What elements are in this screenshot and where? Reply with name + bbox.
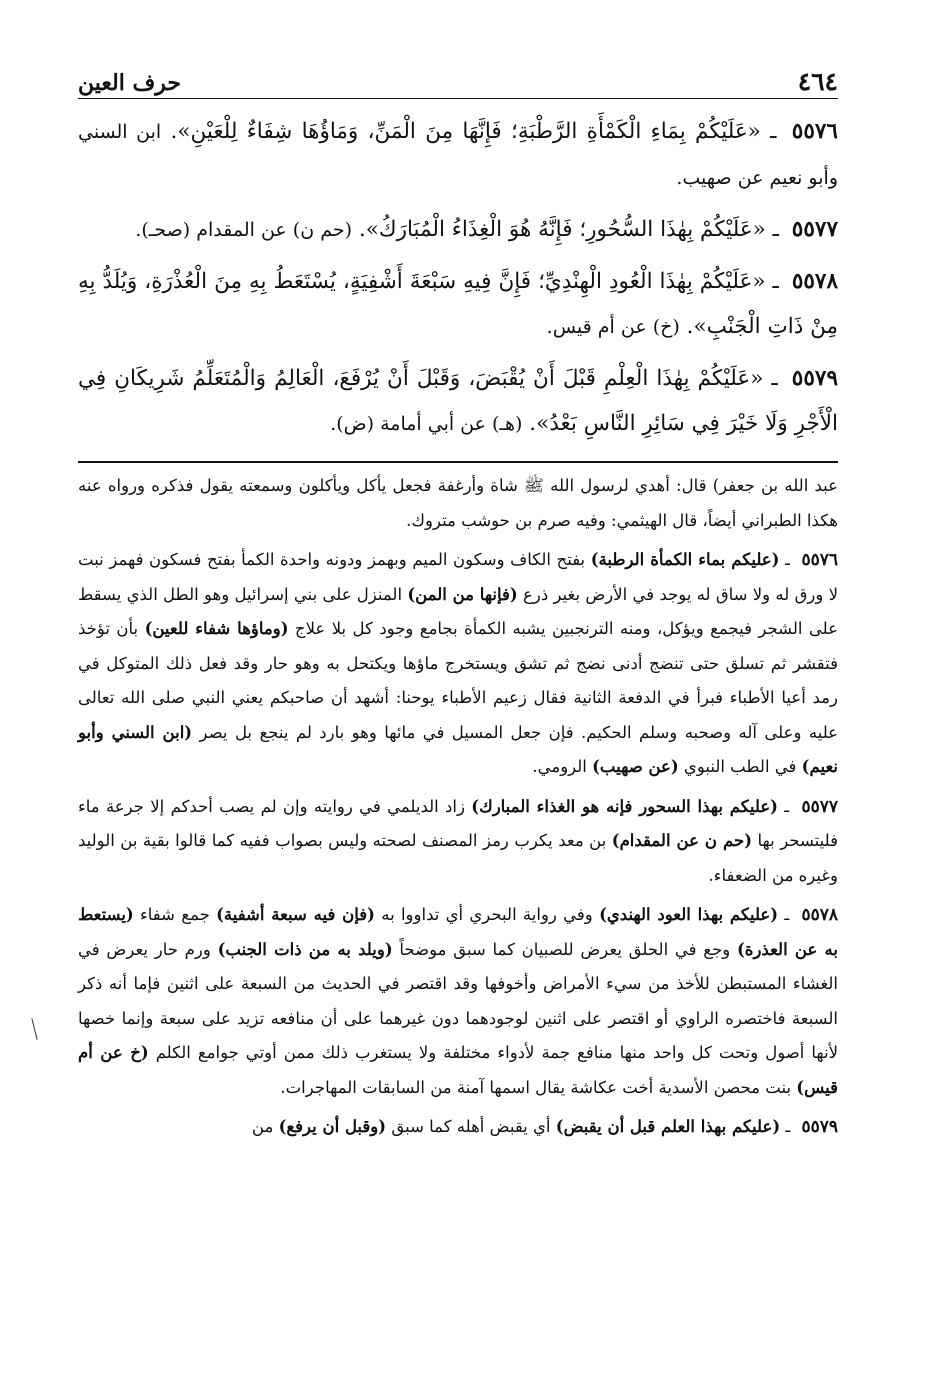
quoted-phrase: (ويلد به من ذات الجنب) [217,939,393,959]
page-header [78,56,838,99]
note-number: ٥٥٧٧ [801,796,838,817]
note-text: وجع في الحلق يعرض للصبيان كما سبق موضحاً [392,939,737,959]
hadith-text: «عَلَيْكُمْ بِهٰذَا الْعِلْمِ قَبْلَ أَنْ يُقْبَضَ، وَقَبْلَ أَنْ يُرْفَعَ، الْعَالِمُ وَالْمُتَعَلِّمُ شَرِيكَانِ فِي الْأَجْرِ وَلَا خَيْرَ فِي سَائِرِ النَّاسِ بَعْدُ». [78,366,838,436]
note-text: من [251,1117,279,1136]
note-number: ٥٥٧٦ [801,550,838,570]
quoted-phrase: (عليكم بماء الكمأة الرطبة) [590,550,780,569]
quoted-phrase: (عليكم بهذا العود الهندي) [599,905,779,924]
hadith-number: ٥٥٧٧ [791,217,838,242]
scan-mark [31,1018,37,1040]
hadith-text: «عَلَيْكُمْ بِمَاءِ الْكَمْأَةِ الرَّطْبَةِ؛ فَإِنَّهَا مِنَ الْمَنِّ، وَمَاؤُهَا شِفَاءٌ لِلْعَيْنِ». [170,119,761,144]
note-text: جمع شفاء [133,905,217,924]
chapter-title: حرف العين [78,70,182,96]
note-5579: ٥٥٧٩ ـ (عليكم بهذا العلم قبل أن يقبض) أي يقبض أهله كما سبق (وقبل أن يرفع) من [251,1117,838,1137]
note-text: بن معد يكرب رمز المصنف لصحته وليس بصواب ففيه كما قالوا بقية بن الوليد وغيره من الضعفاء. [78,831,838,885]
hadith-5578: ٥٥٧٨ ـ «عَلَيْكُمْ بِهٰذَا الْعُودِ الْهِنْدِيِّ؛ فَإِنَّ فِيهِ سَبْعَةَ أَشْفِيَةٍ، يُسْتَعَطُ بِهِ مِنَ الْعُذْرَةِ، وَيُلَدُّ بِهِ مِنْ ذَاتِ الْجَنْبِ». (خ) عن أم قيس. [78,269,839,339]
note-text: ورم حار يعرض في الغشاء المستبطن للأخذ من سيء الأمراض وأخوفها وقد اقتصر في الحديث من السبعة على اثنين فإما أنه ذكر السبعة فاختصره الراوي أو اقتصر على اثنين لوجودهما دون غيرهما على أن منافعه تزيد على سبعة وإنما خصها لأنها أصول وتحت كل واحد منها منافع جمة لأدواء مختلفة ولا يستغرب ذلك ممن أوتي جوامع الكلم [78,939,838,1062]
quoted-phrase: (يستعط به عن العذرة) [78,905,838,959]
note-5577: ٥٥٧٧ ـ (عليكم بهذا السحور فإنه هو الغذاء المبارك) زاد الديلمي في روايته وإن لم يصب أحدكم إلا جرعة ماء فليتسحر بها (حم ن عن المقدام) بن معد يكرب رمز المصنف لصحته وليس بصواب ففيه كما قالوا بقية بن الوليد وغيره من الضعفاء. [78,796,838,885]
quoted-phrase: (ابن السني وأبو نعيم) [78,722,838,776]
note-text: بفتح الكاف وسكون الميم وبهمز ودونه واحدة الكمأ بفتح فسكون فهمز نبت لا ورق له ولا ساق له يوجد في الأرض بغير ذرع [78,550,838,604]
note-number: ٥٥٧٨ [801,905,838,925]
note-5576: ٥٥٧٦ ـ (عليكم بماء الكمأة الرطبة) بفتح الكاف وسكون الميم وبهمز ودونه واحدة الكمأ بفتح فسكون فهمز نبت لا ورق له ولا ساق له يوجد في الأرض بغير ذرع (فإنها من المن) المنزل على بني إسرائيل وهو الطل الذي يسقط على الشجر فيجمع ويؤكل، ومنه الترنجبين يشبه الكمأة بجامع وجود كل بلا علاج (وماؤها شفاء للعين) بأن تؤخذ فتقشر ثم تسلق حتى تنضج أدنى نضج ثم تشق ويستخرج ماؤها ويكتحل به وهو حار وقد فعل ذلك المتوكل في رمد أعيا الأطباء فبرأ في الدفعة الثانية فقال زعيم الأطباء يوحنا: أشهد أن صاحبكم يعني النبي صلى الله تعالى عليه وعلى آله وصحبه وسلم الحكيم. فإن جعل المسيل في مائها وهو بارد لم ينجع بل يصر (ابن السني وأبو نعيم) في الطب النبوي (عن صهيب) الرومي. [78,550,838,776]
quoted-phrase: (خ عن أم قيس) [78,1043,838,1097]
note-text: وفي رواية البحري أي تداووا به [374,905,600,924]
quoted-phrase: (عليكم بهذا السحور فإنه هو الغذاء المبارك) [471,796,778,816]
hadith-5577: ٥٥٧٧ ـ «عَلَيْكُمْ بِهٰذَا السُّحُورِ؛ فَإِنَّهُ هُوَ الْغِذَاءُ الْمُبَارَكُ». (حم ن) عن المقدام (صحـ). [135,217,838,242]
note-text: أي يقبض أهله كما سبق [386,1117,556,1136]
hadith-text: «عَلَيْكُمْ بِهٰذَا الْعُودِ الْهِنْدِيِّ؛ فَإِنَّ فِيهِ سَبْعَةَ أَشْفِيَةٍ، يُسْتَعَطُ بِهِ مِنَ الْعُذْرَةِ، وَيُلَدُّ بِهِ مِنْ ذَاتِ الْجَنْبِ». [78,269,838,339]
hadith-5579: ٥٥٧٩ ـ «عَلَيْكُمْ بِهٰذَا الْعِلْمِ قَبْلَ أَنْ يُقْبَضَ، وَقَبْلَ أَنْ يُرْفَعَ، الْعَالِمُ وَالْمُتَعَلِّمُ شَرِيكَانِ فِي الْأَجْرِ وَلَا خَيْرَ فِي سَائِرِ النَّاسِ بَعْدُ». (هـ) عن أبي أمامة (ض). [78,366,838,436]
book-page [78,56,838,1150]
note-text: الرومي. [532,757,593,776]
quoted-phrase: (وقبل أن يرفع) [278,1117,387,1136]
hadith-source: (هـ) عن أبي أمامة (ض). [330,413,523,435]
hadith-number: ٥٥٧٨ [791,269,839,294]
hadith-source: (حم ن) عن المقدام (صحـ). [135,219,353,241]
note-text: زاد الديلمي في روايته وإن لم يصب أحدكم إلا جرعة ماء فليتسحر بها [78,796,838,850]
hadith-list [78,109,838,447]
quoted-phrase: (عن صهيب) [592,757,679,776]
footnote-divider [78,461,838,463]
page-number: ٤٦٤ [797,67,838,96]
hadith-number: ٥٥٧٦ [791,119,838,144]
hadith-text: «عَلَيْكُمْ بِهٰذَا السُّحُورِ؛ فَإِنَّهُ هُوَ الْغِذَاءُ الْمُبَارَكُ». [358,217,766,242]
note-number: ٥٥٧٩ [801,1117,838,1137]
hadith-5576: ٥٥٧٦ ـ «عَلَيْكُمْ بِمَاءِ الْكَمْأَةِ الرَّطْبَةِ؛ فَإِنَّهَا مِنَ الْمَنِّ، وَمَاؤُهَا شِفَاءٌ لِلْعَيْنِ». ابن السني وأبو نعيم عن صهيب. [78,119,838,189]
commentary [78,469,838,1145]
note-carryover: عبد الله بن جعفر) قال: أهدي لرسول الله ﷺ شاة وأرغفة فجعل يأكل ويأكلون وسمعته يقول فذكره ورواه عنه هكذا الطبراني أيضاً، قال الهيثمي: وفيه صرم بن حوشب متروك. [78,476,838,530]
note-5578: ٥٥٧٨ ـ (عليكم بهذا العود الهندي) وفي رواية البحري أي تداووا به (فإن فيه سبعة أشفية) جمع شفاء (يستعط به عن العذرة) وجع في الحلق يعرض للصبيان كما سبق موضحاً (ويلد به من ذات الجنب) ورم حار يعرض في الغشاء المستبطن للأخذ من سيء الأمراض وأخوفها وقد اقتصر في الحديث من السبعة على اثنين فإما أنه ذكر السبعة فاختصره الراوي أو اقتصر على اثنين لوجودهما دون غيرهما على أن منافعه تزيد على سبعة وإنما خصها لأنها أصول وتحت كل واحد منها منافع جمة لأدواء مختلفة ولا يستغرب ذلك ممن أوتي جوامع الكلم (خ عن أم قيس) بنت محصن الأسدية أخت عكاشة يقال اسمها آمنة من السابقات المهاجرات. [78,905,838,1097]
note-text: في الطب النبوي [678,757,802,776]
note-text: المنزل على بني إسرائيل وهو الطل الذي يسقط على الشجر فيجمع ويؤكل، ومنه الترنجبين يشبه الكمأة بجامع وجود كل بلا علاج [78,584,838,638]
quoted-phrase: (فإن فيه سبعة أشفية) [216,905,375,924]
note-text: بأن تؤخذ فتقشر ثم تسلق حتى تنضج أدنى نضج ثم تشق ويستخرج ماؤها ويكتحل به وهو حار وقد فعل ذلك المتوكل في رمد أعيا الأطباء فبرأ في الدفعة الثانية فقال زعيم الأطباء يوحنا: أشهد أن صاحبكم يعني النبي صلى الله تعالى عليه وعلى آله وصحبه وسلم الحكيم. فإن جعل المسيل في مائها وهو بارد لم ينجع بل يصر [78,619,838,742]
hadith-source: (خ) عن أم قيس. [546,316,680,338]
hadith-number: ٥٥٧٩ [791,366,838,391]
note-text: بنت محصن الأسدية أخت عكاشة يقال اسمها آمنة من السابقات المهاجرات. [280,1077,797,1097]
quoted-phrase: (فإنها من المن) [407,584,518,604]
quoted-phrase: (حم ن عن المقدام) [611,831,753,850]
hadith-source: ابن السني وأبو نعيم عن صهيب. [78,121,838,189]
quoted-phrase: (وماؤها شفاء للعين) [144,619,289,638]
quoted-phrase: (عليكم بهذا العلم قبل أن يقبض) [555,1117,781,1136]
